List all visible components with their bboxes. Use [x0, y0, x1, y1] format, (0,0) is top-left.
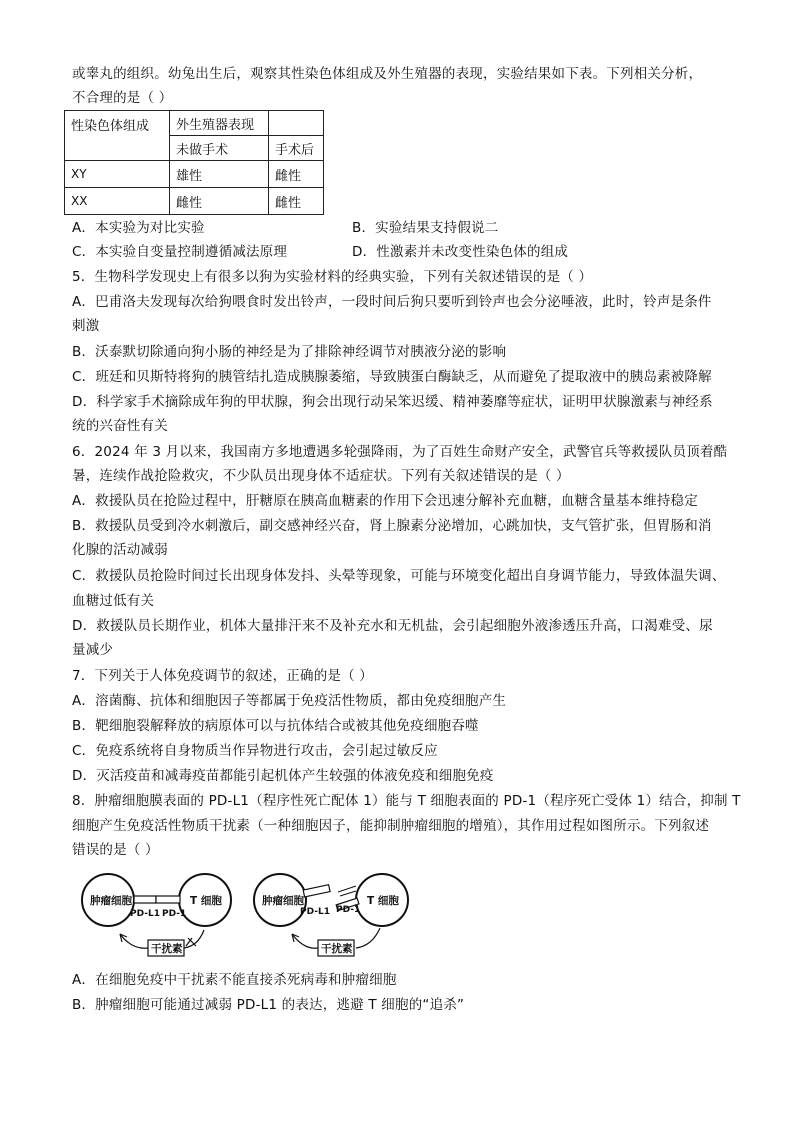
q5-option-d-cont: 统的兴奋性有关 [72, 418, 168, 434]
header-genotype: 性染色体组成 [65, 111, 170, 161]
q4-option-b: B．实验结果支持假说二 [352, 220, 499, 236]
header-phenotype: 外生殖器表现 [170, 111, 269, 136]
header-empty [269, 111, 324, 136]
unoperated-cell: 雌性 [170, 188, 269, 215]
unoperated-cell: 雄性 [170, 161, 269, 188]
block-mark [186, 938, 196, 946]
table-header-row [65, 111, 324, 136]
q8-stem-3: 错误的是（ ） [72, 842, 159, 858]
diagram-unbound [252, 868, 412, 958]
pd1-label: PD-1 [162, 909, 187, 919]
q5-option-a: A．巴甫洛夫发现每次给狗喂食时发出铃声，一段时间后狗只要听到铃声也会分泌唾液，此时，铃声是条件 [72, 294, 712, 310]
q4-option-d: D．性激素并未改变性染色体的组成 [352, 244, 569, 260]
q6-option-b: B．救援队员受到冷水刺激后，副交感神经兴奋，肾上腺素分泌增加，心跳加快，支气管扩张，但胃肠和消 [72, 518, 712, 534]
q7-stem: 7．下列关于人体免疫调节的叙述，正确的是（ ） [72, 668, 373, 684]
q7-option-c: C．免疫系统将自身物质当作异物进行攻击，会引起过敏反应 [72, 743, 438, 759]
q6-stem-1: 6．2024 年 3 月以来，我国南方多地遭遇多轮强降雨，为了百姓生命财产安全，武警官兵等救援队员顶着酷 [72, 444, 728, 460]
q4-option-c: C．本实验自变量控制遵循减法原理 [72, 244, 288, 260]
q8-stem-2: 细胞产生免疫活性物质干扰素（一种细胞因子，能抑制肿瘤细胞的增殖），其作用过程如图所示。下列叙述 [72, 818, 710, 834]
q8-stem-1: 8．肿瘤细胞膜表面的 PD-L1（程序性死亡配体 1）能与 T 细胞表面的 PD-1（程序死亡受体 1）结合，抑制 T [72, 793, 741, 809]
ifn-label: 干扰素 [321, 943, 353, 955]
results-table [64, 110, 324, 215]
diagram-bound [80, 868, 235, 958]
q6-option-a: A．救援队员在抢险过程中，肝糖原在胰高血糖素的作用下会迅速分解补充血糖，血糖含量基本维持稳定 [72, 493, 698, 509]
intro-line-2: 不合理的是（ ） [72, 90, 173, 106]
q5-option-b: B．沃泰默切除通向狗小肠的神经是为了排除神经调节对胰液分泌的影响 [72, 344, 507, 360]
q6-option-c: C．救援队员抢险时间过长出现身体发抖、头晕等现象，可能与环境变化超出自身调节能力，导致体温失调、 [72, 568, 726, 584]
table-row [65, 188, 324, 215]
ifn-arrow-right-curve [356, 928, 380, 948]
q4-option-a: A．本实验为对比实验 [72, 220, 205, 236]
q8-option-a: A．在细胞免疫中干扰素不能直接杀死病毒和肿瘤细胞 [72, 972, 397, 988]
pd1-label: PD-1 [336, 905, 361, 915]
q6-stem-2: 暑，连续作战抢险救灾，不少队员出现身体不适症状。下列有关叙述错误的是（ ） [72, 468, 570, 484]
q5-option-d: D．科学家手术摘除成年狗的甲状腺，狗会出现行动呆笨迟缓、精神萎靡等症状，证明甲状腺激素与神经系 [72, 394, 713, 410]
q5-stem: 5．生物科学发现史上有很多以狗为实验材料的经典实验，下列有关叙述错误的是（ ） [72, 269, 593, 285]
t-cell-label: T 细胞 [190, 895, 222, 907]
operated-cell: 雌性 [269, 188, 324, 215]
pdl1-receptor [303, 885, 330, 897]
intro-line-1: 或睾丸的组织。幼兔出生后，观察其性染色体组成及外生殖器的表现，实验结果如下表。下列相关分析， [72, 66, 703, 82]
subheader-unoperated: 未做手术 [170, 136, 269, 161]
genotype-cell: XX [65, 188, 170, 215]
q7-option-d: D．灭活疫苗和减毒疫苗都能引起机体产生较强的体液免疫和细胞免疫 [72, 768, 494, 784]
q5-option-a-cont: 刺激 [72, 318, 100, 334]
q6-option-b-cont: 化腺的活动减弱 [72, 542, 168, 558]
q6-option-d: D．救援队员长期作业，机体大量排汗来不及补充水和无机盐，会引起细胞外液渗透压升高，口渴难受、尿 [72, 618, 713, 634]
pdl1-receptor [134, 896, 156, 903]
q8-option-b: B．肿瘤细胞可能通过减弱 PD-L1 的表达，逃避 T 细胞的“追杀” [72, 997, 465, 1013]
pd1-receptor [156, 896, 180, 903]
tumor-cell-label: 肿瘤细胞 [90, 895, 132, 907]
q5-option-c: C．班廷和贝斯特将狗的胰管结扎造成胰腺萎缩，导致胰蛋白酶缺乏，从而避免了提取液中的胰岛素被降解 [72, 369, 712, 385]
pdl1-label: PD-L1 [300, 907, 330, 917]
ifn-label: 干扰素 [151, 943, 183, 955]
genotype-cell: XY [65, 161, 170, 188]
q7-option-a: A．溶菌酶、抗体和细胞因子等都属于免疫活性物质，都由免疫细胞产生 [72, 693, 507, 709]
q6-option-c-cont: 血糖过低有关 [72, 593, 155, 609]
tumor-cell-label: 肿瘤细胞 [262, 895, 304, 907]
table-row [65, 161, 324, 188]
subheader-operated: 手术后 [269, 136, 324, 161]
t-cell-label: T 细胞 [367, 895, 399, 907]
q7-option-b: B．靶细胞裂解释放的病原体可以与抗体结合或被其他免疫细胞吞噬 [72, 718, 479, 734]
pd1-hatching [338, 886, 356, 896]
operated-cell: 雌性 [269, 161, 324, 188]
pdl1-label: PD-L1 [130, 909, 160, 919]
q6-option-d-cont: 量减少 [72, 642, 114, 658]
